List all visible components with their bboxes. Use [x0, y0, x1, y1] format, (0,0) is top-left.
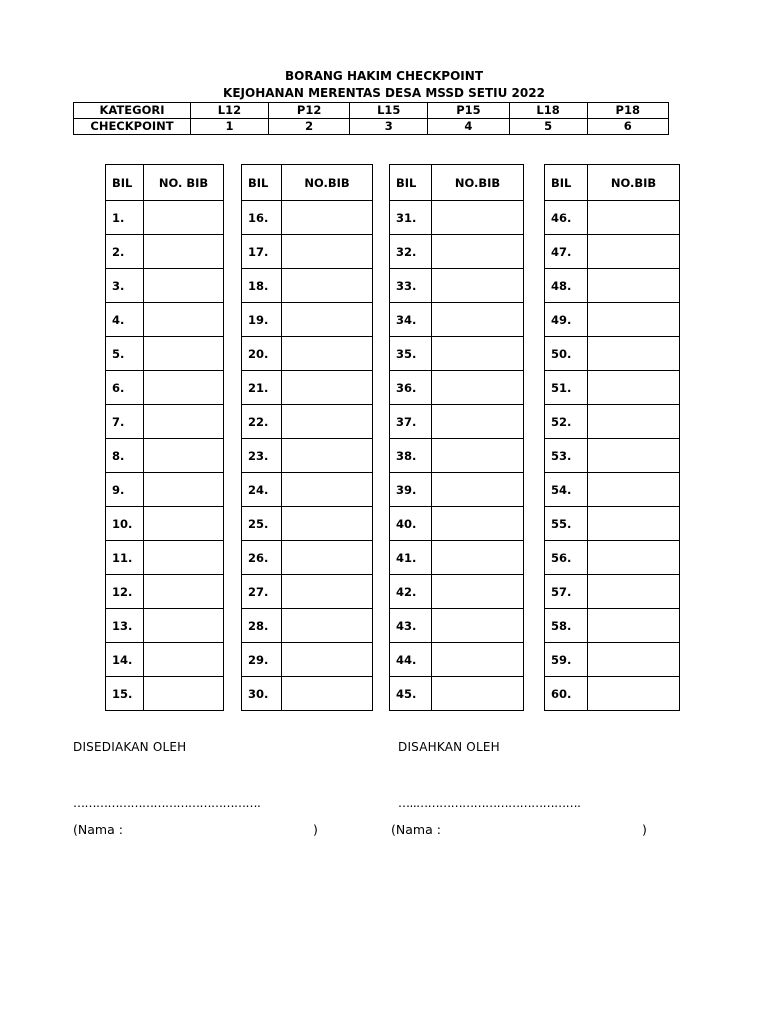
table-row	[106, 677, 224, 711]
table-row	[242, 439, 373, 473]
table-row	[106, 439, 224, 473]
table-row	[106, 643, 224, 677]
table-row	[545, 371, 680, 405]
table-row	[390, 575, 524, 609]
prepared-signature-line: ………………………………………….	[73, 796, 261, 810]
table-row	[390, 371, 524, 405]
approved-name-close: )	[642, 822, 647, 837]
checkpoint-cell: 2	[268, 119, 349, 135]
bil-number: 11.	[106, 541, 144, 575]
no-bib-header: NO. BIB	[144, 165, 224, 201]
form-title: BORANG HAKIM CHECKPOINT	[285, 69, 483, 83]
approved-signature-line: …..…………………………………….	[398, 796, 581, 810]
bil-number: 36.	[390, 371, 432, 405]
bib-entry-cell[interactable]	[144, 235, 224, 269]
table-row	[545, 405, 680, 439]
bil-number: 10.	[106, 507, 144, 541]
bil-number: 26.	[242, 541, 282, 575]
kategori-label: KATEGORI	[74, 103, 191, 119]
bib-entry-cell[interactable]	[144, 609, 224, 643]
bil-number: 2.	[106, 235, 144, 269]
table-row	[390, 337, 524, 371]
table-row	[545, 235, 680, 269]
table-row	[545, 439, 680, 473]
bib-entry-cell[interactable]	[432, 337, 524, 371]
bib-entry-cell[interactable]	[588, 439, 680, 473]
prepared-name-label: (Nama :	[73, 822, 123, 837]
table-row	[106, 371, 224, 405]
table-row	[242, 677, 373, 711]
event-subtitle: KEJOHANAN MERENTAS DESA MSSD SETIU 2022	[223, 86, 545, 100]
bib-entry-cell[interactable]	[588, 541, 680, 575]
table-row	[390, 677, 524, 711]
bib-entry-cell[interactable]	[432, 643, 524, 677]
bib-entry-cell[interactable]	[432, 235, 524, 269]
bib-entry-cell[interactable]	[282, 541, 373, 575]
bil-header: BIL	[545, 165, 588, 201]
bil-number: 51.	[545, 371, 588, 405]
bib-entry-cell[interactable]	[282, 269, 373, 303]
bib-entry-cell[interactable]	[588, 473, 680, 507]
bil-number: 17.	[242, 235, 282, 269]
checkpoint-row	[74, 119, 669, 135]
table-row	[106, 541, 224, 575]
bib-entry-cell[interactable]	[588, 269, 680, 303]
checkpoint-label: CHECKPOINT	[74, 119, 191, 135]
bib-entry-cell[interactable]	[282, 371, 373, 405]
bib-entry-cell[interactable]	[432, 371, 524, 405]
bib-entry-cell[interactable]	[144, 473, 224, 507]
checkpoint-cell: 4	[428, 119, 509, 135]
bil-number: 16.	[242, 201, 282, 235]
bil-number: 52.	[545, 405, 588, 439]
bib-entry-cell[interactable]	[432, 269, 524, 303]
bib-table-header-row	[545, 165, 680, 201]
table-row	[545, 473, 680, 507]
bib-entry-cell[interactable]	[588, 677, 680, 711]
bil-number: 39.	[390, 473, 432, 507]
bil-number: 18.	[242, 269, 282, 303]
category-checkpoint-table	[73, 102, 669, 135]
bib-entry-cell[interactable]	[282, 575, 373, 609]
category-cell: L12	[191, 103, 269, 119]
bil-number: 4.	[106, 303, 144, 337]
table-row	[242, 269, 373, 303]
bil-number: 42.	[390, 575, 432, 609]
bil-number: 29.	[242, 643, 282, 677]
prepared-by-label: DISEDIAKAN OLEH	[73, 740, 187, 754]
bib-entry-cell[interactable]	[588, 405, 680, 439]
bib-entry-cell[interactable]	[144, 677, 224, 711]
table-row	[242, 473, 373, 507]
bil-number: 54.	[545, 473, 588, 507]
category-cell: P18	[587, 103, 668, 119]
bil-number: 6.	[106, 371, 144, 405]
bil-number: 7.	[106, 405, 144, 439]
table-row	[390, 303, 524, 337]
bil-number: 40.	[390, 507, 432, 541]
bil-number: 30.	[242, 677, 282, 711]
bib-entry-cell[interactable]	[144, 439, 224, 473]
bil-number: 41.	[390, 541, 432, 575]
bil-number: 12.	[106, 575, 144, 609]
bil-header: BIL	[106, 165, 144, 201]
table-row	[242, 405, 373, 439]
bib-entry-cell[interactable]	[144, 405, 224, 439]
table-row	[242, 609, 373, 643]
table-row	[242, 371, 373, 405]
bib-entry-cell[interactable]	[282, 507, 373, 541]
table-row	[390, 439, 524, 473]
bil-number: 9.	[106, 473, 144, 507]
bib-entry-cell[interactable]	[588, 575, 680, 609]
bib-entry-cell[interactable]	[282, 439, 373, 473]
category-cell: P15	[428, 103, 509, 119]
table-row	[545, 609, 680, 643]
bib-table-header-row	[390, 165, 524, 201]
bil-number: 55.	[545, 507, 588, 541]
bil-number: 60.	[545, 677, 588, 711]
bib-entry-cell[interactable]	[144, 575, 224, 609]
bib-entry-cell[interactable]	[282, 473, 373, 507]
bib-entry-cell[interactable]	[432, 405, 524, 439]
bib-entry-cell[interactable]	[432, 507, 524, 541]
bib-table-1	[105, 164, 224, 711]
bil-number: 59.	[545, 643, 588, 677]
bil-number: 44.	[390, 643, 432, 677]
bil-number: 1.	[106, 201, 144, 235]
table-row	[545, 541, 680, 575]
bib-entry-cell[interactable]	[432, 473, 524, 507]
table-row	[106, 235, 224, 269]
table-row	[242, 507, 373, 541]
bil-number: 38.	[390, 439, 432, 473]
bil-number: 45.	[390, 677, 432, 711]
bil-number: 25.	[242, 507, 282, 541]
bil-number: 15.	[106, 677, 144, 711]
bib-entry-cell[interactable]	[144, 303, 224, 337]
bil-number: 5.	[106, 337, 144, 371]
bib-entry-cell[interactable]	[144, 541, 224, 575]
table-row	[545, 269, 680, 303]
bib-table-header-row	[106, 165, 224, 201]
bil-number: 37.	[390, 405, 432, 439]
bil-number: 32.	[390, 235, 432, 269]
bib-entry-cell[interactable]	[144, 507, 224, 541]
bib-entry-cell[interactable]	[588, 337, 680, 371]
approved-by-label: DISAHKAN OLEH	[398, 740, 500, 754]
bil-number: 43.	[390, 609, 432, 643]
checkpoint-cell: 3	[350, 119, 428, 135]
bib-entry-cell[interactable]	[282, 643, 373, 677]
bib-entry-cell[interactable]	[588, 371, 680, 405]
bil-number: 3.	[106, 269, 144, 303]
bib-entry-cell[interactable]	[588, 609, 680, 643]
table-row	[545, 303, 680, 337]
bib-entry-cell[interactable]	[282, 235, 373, 269]
bil-number: 13.	[106, 609, 144, 643]
table-row	[242, 541, 373, 575]
bib-entry-cell[interactable]	[144, 337, 224, 371]
bil-number: 8.	[106, 439, 144, 473]
table-row	[106, 473, 224, 507]
bil-number: 21.	[242, 371, 282, 405]
bib-entry-cell[interactable]	[588, 507, 680, 541]
no-bib-header: NO.BIB	[282, 165, 373, 201]
bil-number: 35.	[390, 337, 432, 371]
bib-table-header-row	[242, 165, 373, 201]
bil-number: 56.	[545, 541, 588, 575]
table-row	[545, 201, 680, 235]
bil-number: 31.	[390, 201, 432, 235]
table-row	[390, 235, 524, 269]
table-row	[390, 405, 524, 439]
table-row	[106, 269, 224, 303]
bil-number: 28.	[242, 609, 282, 643]
bib-entry-cell[interactable]	[588, 235, 680, 269]
bib-entry-cell[interactable]	[282, 303, 373, 337]
bil-number: 50.	[545, 337, 588, 371]
table-row	[242, 337, 373, 371]
checkpoint-cell: 6	[587, 119, 668, 135]
bil-number: 49.	[545, 303, 588, 337]
bil-number: 58.	[545, 609, 588, 643]
category-row	[74, 103, 669, 119]
table-row	[242, 575, 373, 609]
no-bib-header: NO.BIB	[588, 165, 680, 201]
table-row	[106, 405, 224, 439]
table-row	[390, 643, 524, 677]
bib-entry-cell[interactable]	[144, 371, 224, 405]
table-row	[106, 303, 224, 337]
table-row	[106, 575, 224, 609]
bib-entry-cell[interactable]	[588, 201, 680, 235]
table-row	[390, 609, 524, 643]
bib-entry-cell[interactable]	[282, 201, 373, 235]
table-row	[242, 201, 373, 235]
bib-entry-cell[interactable]	[432, 609, 524, 643]
bib-table-2	[241, 164, 373, 711]
bil-number: 57.	[545, 575, 588, 609]
bib-entry-cell[interactable]	[144, 269, 224, 303]
bib-entry-cell[interactable]	[432, 677, 524, 711]
checkpoint-cell: 1	[191, 119, 269, 135]
bib-entry-cell[interactable]	[432, 575, 524, 609]
bib-entry-cell[interactable]	[282, 405, 373, 439]
category-cell: L15	[350, 103, 428, 119]
bib-entry-cell[interactable]	[282, 677, 373, 711]
bib-entry-cell[interactable]	[432, 541, 524, 575]
bil-number: 48.	[545, 269, 588, 303]
bil-number: 20.	[242, 337, 282, 371]
table-row	[106, 609, 224, 643]
checkpoint-cell: 5	[509, 119, 587, 135]
bil-header: BIL	[242, 165, 282, 201]
bil-number: 53.	[545, 439, 588, 473]
table-row	[545, 337, 680, 371]
bil-number: 19.	[242, 303, 282, 337]
approved-name-label: (Nama :	[391, 822, 441, 837]
table-row	[242, 643, 373, 677]
bib-entry-cell[interactable]	[282, 337, 373, 371]
bil-number: 14.	[106, 643, 144, 677]
bib-entry-cell[interactable]	[432, 439, 524, 473]
bib-entry-cell[interactable]	[282, 609, 373, 643]
table-row	[106, 201, 224, 235]
bib-table-4	[544, 164, 680, 711]
table-row	[390, 507, 524, 541]
bib-entry-cell[interactable]	[432, 303, 524, 337]
table-row	[390, 269, 524, 303]
table-row	[242, 303, 373, 337]
category-cell: L18	[509, 103, 587, 119]
bib-entry-cell[interactable]	[144, 201, 224, 235]
bib-entry-cell[interactable]	[144, 643, 224, 677]
table-row	[545, 507, 680, 541]
bil-number: 47.	[545, 235, 588, 269]
bil-number: 24.	[242, 473, 282, 507]
prepared-name-close: )	[313, 822, 318, 837]
bib-table-3	[389, 164, 524, 711]
bil-number: 33.	[390, 269, 432, 303]
table-row	[545, 643, 680, 677]
no-bib-header: NO.BIB	[432, 165, 524, 201]
table-row	[390, 473, 524, 507]
bib-entry-cell[interactable]	[588, 303, 680, 337]
bil-number: 22.	[242, 405, 282, 439]
bib-entry-cell[interactable]	[588, 643, 680, 677]
table-row	[390, 541, 524, 575]
bil-number: 34.	[390, 303, 432, 337]
table-row	[545, 575, 680, 609]
table-row	[242, 235, 373, 269]
bil-number: 27.	[242, 575, 282, 609]
table-row	[106, 337, 224, 371]
bil-header: BIL	[390, 165, 432, 201]
bib-entry-cell[interactable]	[432, 201, 524, 235]
category-cell: P12	[268, 103, 349, 119]
bil-number: 46.	[545, 201, 588, 235]
table-row	[390, 201, 524, 235]
bil-number: 23.	[242, 439, 282, 473]
table-row	[545, 677, 680, 711]
table-row	[106, 507, 224, 541]
